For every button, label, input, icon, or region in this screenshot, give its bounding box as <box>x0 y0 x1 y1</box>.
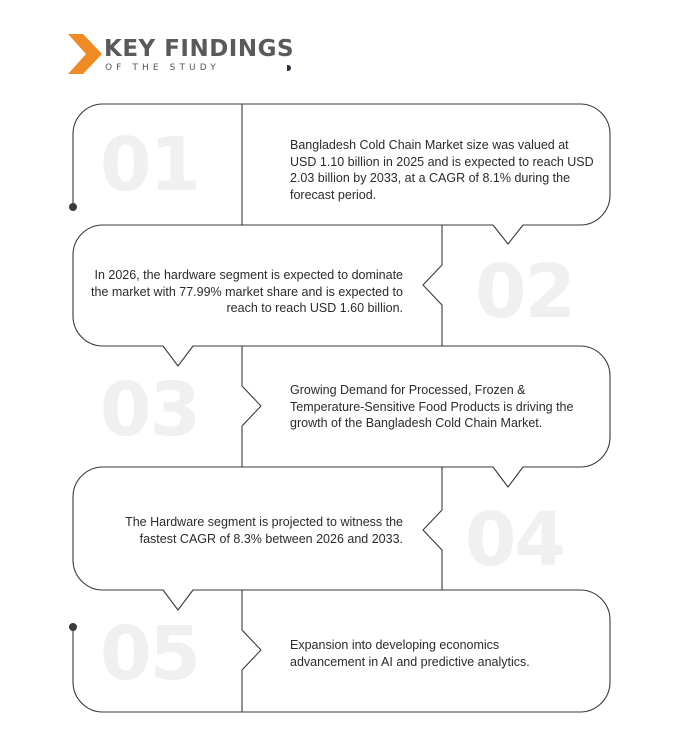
finding-number-01: 01 <box>100 122 199 208</box>
finding-text-01: Bangladesh Cold Chain Market size was valued at USD 1.10 billion in 2025 and is expected to reach USD 2.03 billion by 2033, at a CAGR of 8.1% during the forecast period. <box>290 138 594 202</box>
timeline-end-dot <box>69 623 77 631</box>
timeline-start-dot <box>69 203 77 211</box>
divider-04 <box>423 467 442 590</box>
finding-number-02: 02 <box>475 249 574 335</box>
divider-05 <box>242 590 261 712</box>
finding-number-04: 04 <box>465 497 564 583</box>
finding-number-05: 05 <box>100 611 199 697</box>
page-subtitle: OF THE STUDY <box>105 63 220 73</box>
finding-number-03: 03 <box>100 367 199 453</box>
finding-text-03: Growing Demand for Processed, Frozen & Temperature-Sensitive Food Products is driving the growth of the Bangladesh Cold Chain Market. <box>290 383 574 430</box>
finding-text-04: The Hardware segment is projected to witness the fastest CAGR of 8.3% between 2026 and 2033. <box>125 515 403 546</box>
divider-02 <box>423 225 442 346</box>
finding-text-05: Expansion into developing economics advancement in AI and predictive analytics. <box>290 638 530 669</box>
divider-03 <box>242 346 261 467</box>
finding-text-02: In 2026, the hardware segment is expected to dominate the market with 77.99% market share and is expected to reach to reach USD 1.60 billion. <box>91 268 403 315</box>
page-title: KEY FINDINGS <box>104 36 295 62</box>
